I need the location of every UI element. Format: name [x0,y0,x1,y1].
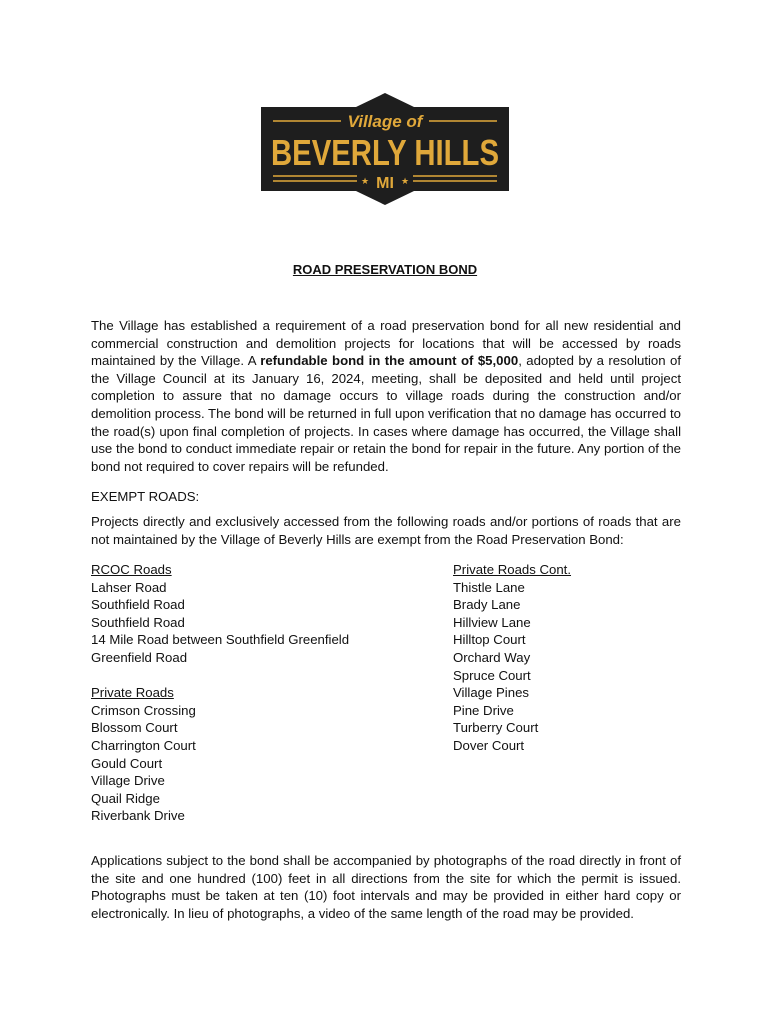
list-item: Turberry Court [453,720,539,736]
list-item: Greenfield Road [91,649,188,665]
list-item: Thistle Lane [453,579,525,595]
list-item: Spruce Court [453,667,531,683]
list-item: Dover Court [453,737,525,753]
logo-badge [261,93,509,205]
rcoc-roads-list [91,579,431,667]
list-item: Southfield Road [91,597,185,613]
list-item: Riverbank Drive [91,808,185,824]
list-item: Village Drive [91,773,165,789]
intro-text-before: The Village has established a requirement of a road preservation bond for all new residential and commercial construction and demolition projects for locations that will be accessed by roads maintained by the Village. A [91,318,681,369]
list-item: Hillview Lane [453,614,531,630]
list-item: Charrington Court [91,737,196,753]
list-item: Hilltop Court [453,632,526,648]
right-road-column [453,561,683,755]
list-item: 14 Mile Road between Southfield Greenfield [91,632,350,648]
list-item: Lahser Road [91,579,167,595]
left-road-column [91,561,431,825]
private-roads-cont-list [453,579,683,755]
list-item: Orchard Way [453,649,531,665]
private-roads-list [91,702,431,825]
applications-paragraph: Applications subject to the bond shall be accompanied by photographs of the road directly in front of the site and one hundred (100) feet in all directions from the site for which the permit is issued. Photographs must be taken at ten (10) foot intervals and may be provided in either hard copy or electronically. In lieu of photographs, a video of the same length of the road may be provided. [91,853,681,921]
logo-line-beverly-hills: BEVERLY HILLS [271,132,499,173]
list-item: Quail Ridge [91,790,160,806]
list-item: Blossom Court [91,720,178,736]
list-item: Pine Drive [453,702,514,718]
star-icon: ★ [360,176,370,186]
private-roads-cont-heading: Private Roads Cont. [453,562,572,577]
private-roads-heading: Private Roads [91,685,174,701]
list-item: Brady Lane [453,597,521,613]
village-logo [261,93,509,205]
exempt-roads-heading: EXEMPT ROADS: [91,489,200,504]
intro-text-after: , adopted by a resolution of the Village Council at its January 16, 2024, meeting, shall be deposited and held until project completion to assure that no damage occurs to village roads during the construction and/or demolition process. The bond will be returned in full upon verification that no damage has occurred to the road(s) upon final completion of projects. In cases where damage has occurred, the Village shall use the bond to conduct immediate repair or retain the bond for repair in the future. Any portion of the bond not required to cover repairs will be refunded. [91,353,682,474]
list-item: Village Pines [453,685,530,701]
list-item: Gould Court [91,755,163,771]
intro-paragraph [91,317,681,475]
intro-bond-amount: refundable bond in the amount of $5,000 [260,353,519,369]
logo-line-mi: MI [376,175,394,192]
list-item: Crimson Crossing [91,702,196,718]
document-title: ROAD PRESERVATION BOND [292,262,478,277]
exempt-roads-description: Projects directly and exclusively accessed from the following roads and/or portions of roads that are not maintained by the Village of Beverly Hills are exempt from the Road Preservation Bond: [91,514,681,547]
list-item: Southfield Road [91,614,185,630]
logo-line-village-of: Village of [347,112,423,131]
rcoc-roads-heading: RCOC Roads [91,562,172,577]
star-icon: ★ [400,176,410,186]
